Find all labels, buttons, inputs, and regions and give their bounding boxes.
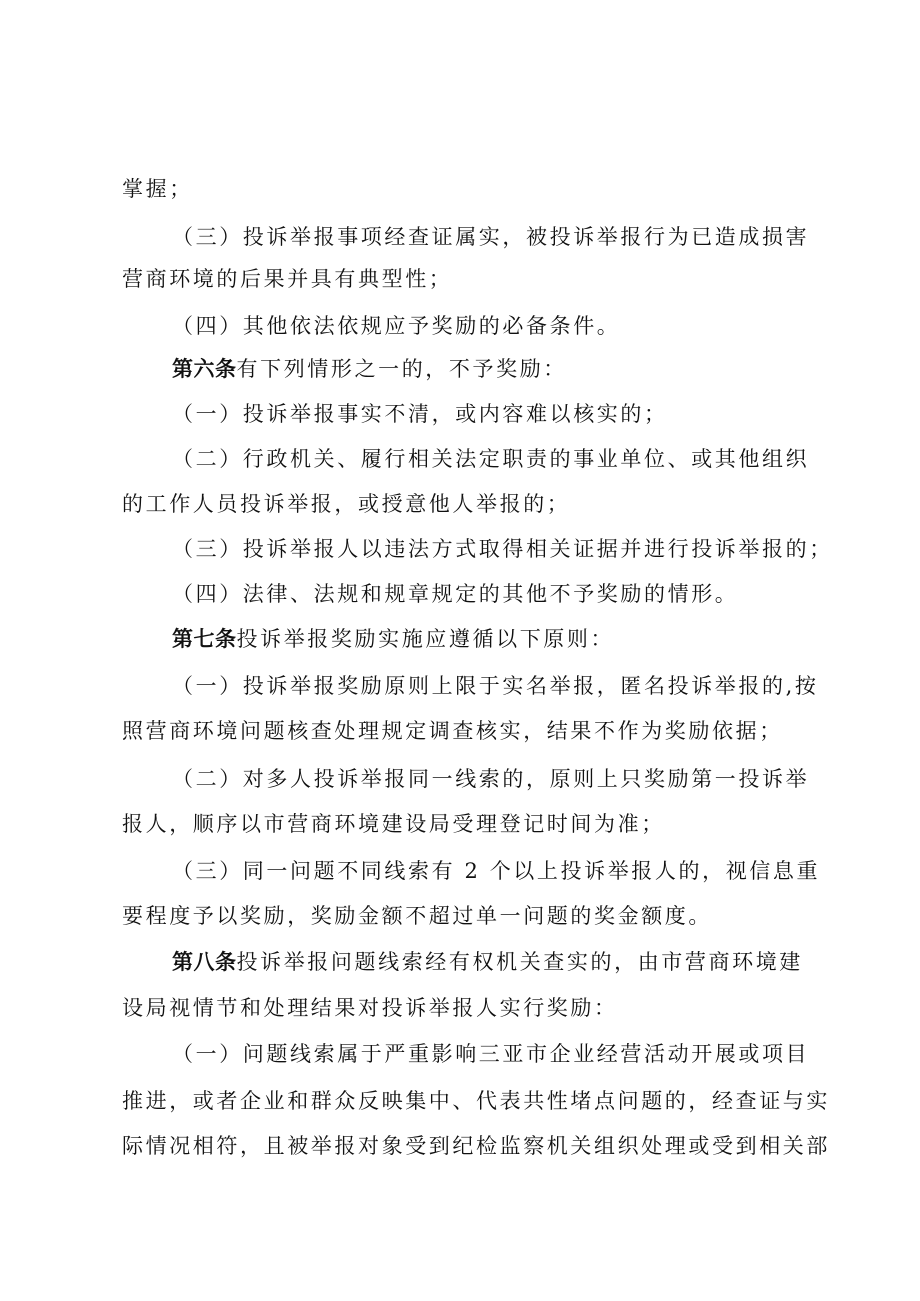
text-line-2: （三）投诉举报事项经查证属实，被投诉举报行为已造成损害 (172, 225, 810, 249)
article-7-heading: 第七条 (172, 627, 237, 651)
article-8-line (172, 948, 812, 976)
article-6-line (172, 355, 812, 383)
text-line-15: 报人，顺序以市营商环境建设局受理登记时间为准； (122, 812, 665, 836)
article-6-text: 有下列情形之一的，不予奖励： (236, 357, 567, 381)
text-line-20: （一）问题线索属于严重影响三亚市企业经营活动开展或项目 (172, 1042, 810, 1066)
text-line-6: （一）投诉举报事实不清，或内容难以核实的； (172, 402, 668, 426)
text-line-16: （三）同一问题不同线索有 2 个以上投诉举报人的，视信息重 (172, 859, 821, 883)
article-8-text: 投诉举报问题线索经有权机关查实的，由市营商环境建 (236, 950, 803, 974)
text-line-8: 的工作人员投诉举报，或授意他人举报的； (122, 492, 571, 516)
text-line-19: 设局视情节和处理结果对投诉举报人实行奖励： (122, 996, 618, 1020)
article-6-heading: 第六条 (172, 357, 237, 381)
article-7-line (172, 625, 812, 653)
text-line-21: 推进，或者企业和群众反映集中、代表共性堵点问题的，经查证与实 (122, 1089, 830, 1113)
article-7-text: 投诉举报奖励实施应遵循以下原则： (236, 627, 615, 651)
text-line-1: 掌握； (122, 177, 193, 201)
text-line-4: （四）其他依法依规应予奖励的必备条件。 (172, 314, 621, 338)
article-8-heading: 第八条 (172, 950, 237, 974)
text-line-7: （二）行政机关、履行相关法定职责的事业单位、或其他组织 (172, 447, 810, 471)
text-line-3: 营商环境的后果并具有典型性； (122, 267, 453, 291)
text-line-12: （一）投诉举报奖励原则上限于实名举报，匿名投诉举报的,按 (172, 674, 819, 698)
text-line-13: 照营商环境问题核查处理规定调查核实，结果不作为奖励依据； (122, 719, 783, 743)
text-line-10: （四）法律、法规和规章规定的其他不予奖励的情形。 (172, 582, 739, 606)
text-line-22: 际情况相符，且被举报对象受到纪检监察机关组织处理或受到相关部 (122, 1134, 830, 1158)
text-line-17: 要程度予以奖励，奖励金额不超过单一问题的奖金额度。 (122, 904, 712, 928)
text-line-14: （二）对多人投诉举报同一线索的，原则上只奖励第一投诉举 (172, 767, 810, 791)
text-line-9: （三）投诉举报人以违法方式取得相关证据并进行投诉举报的； (172, 537, 833, 561)
